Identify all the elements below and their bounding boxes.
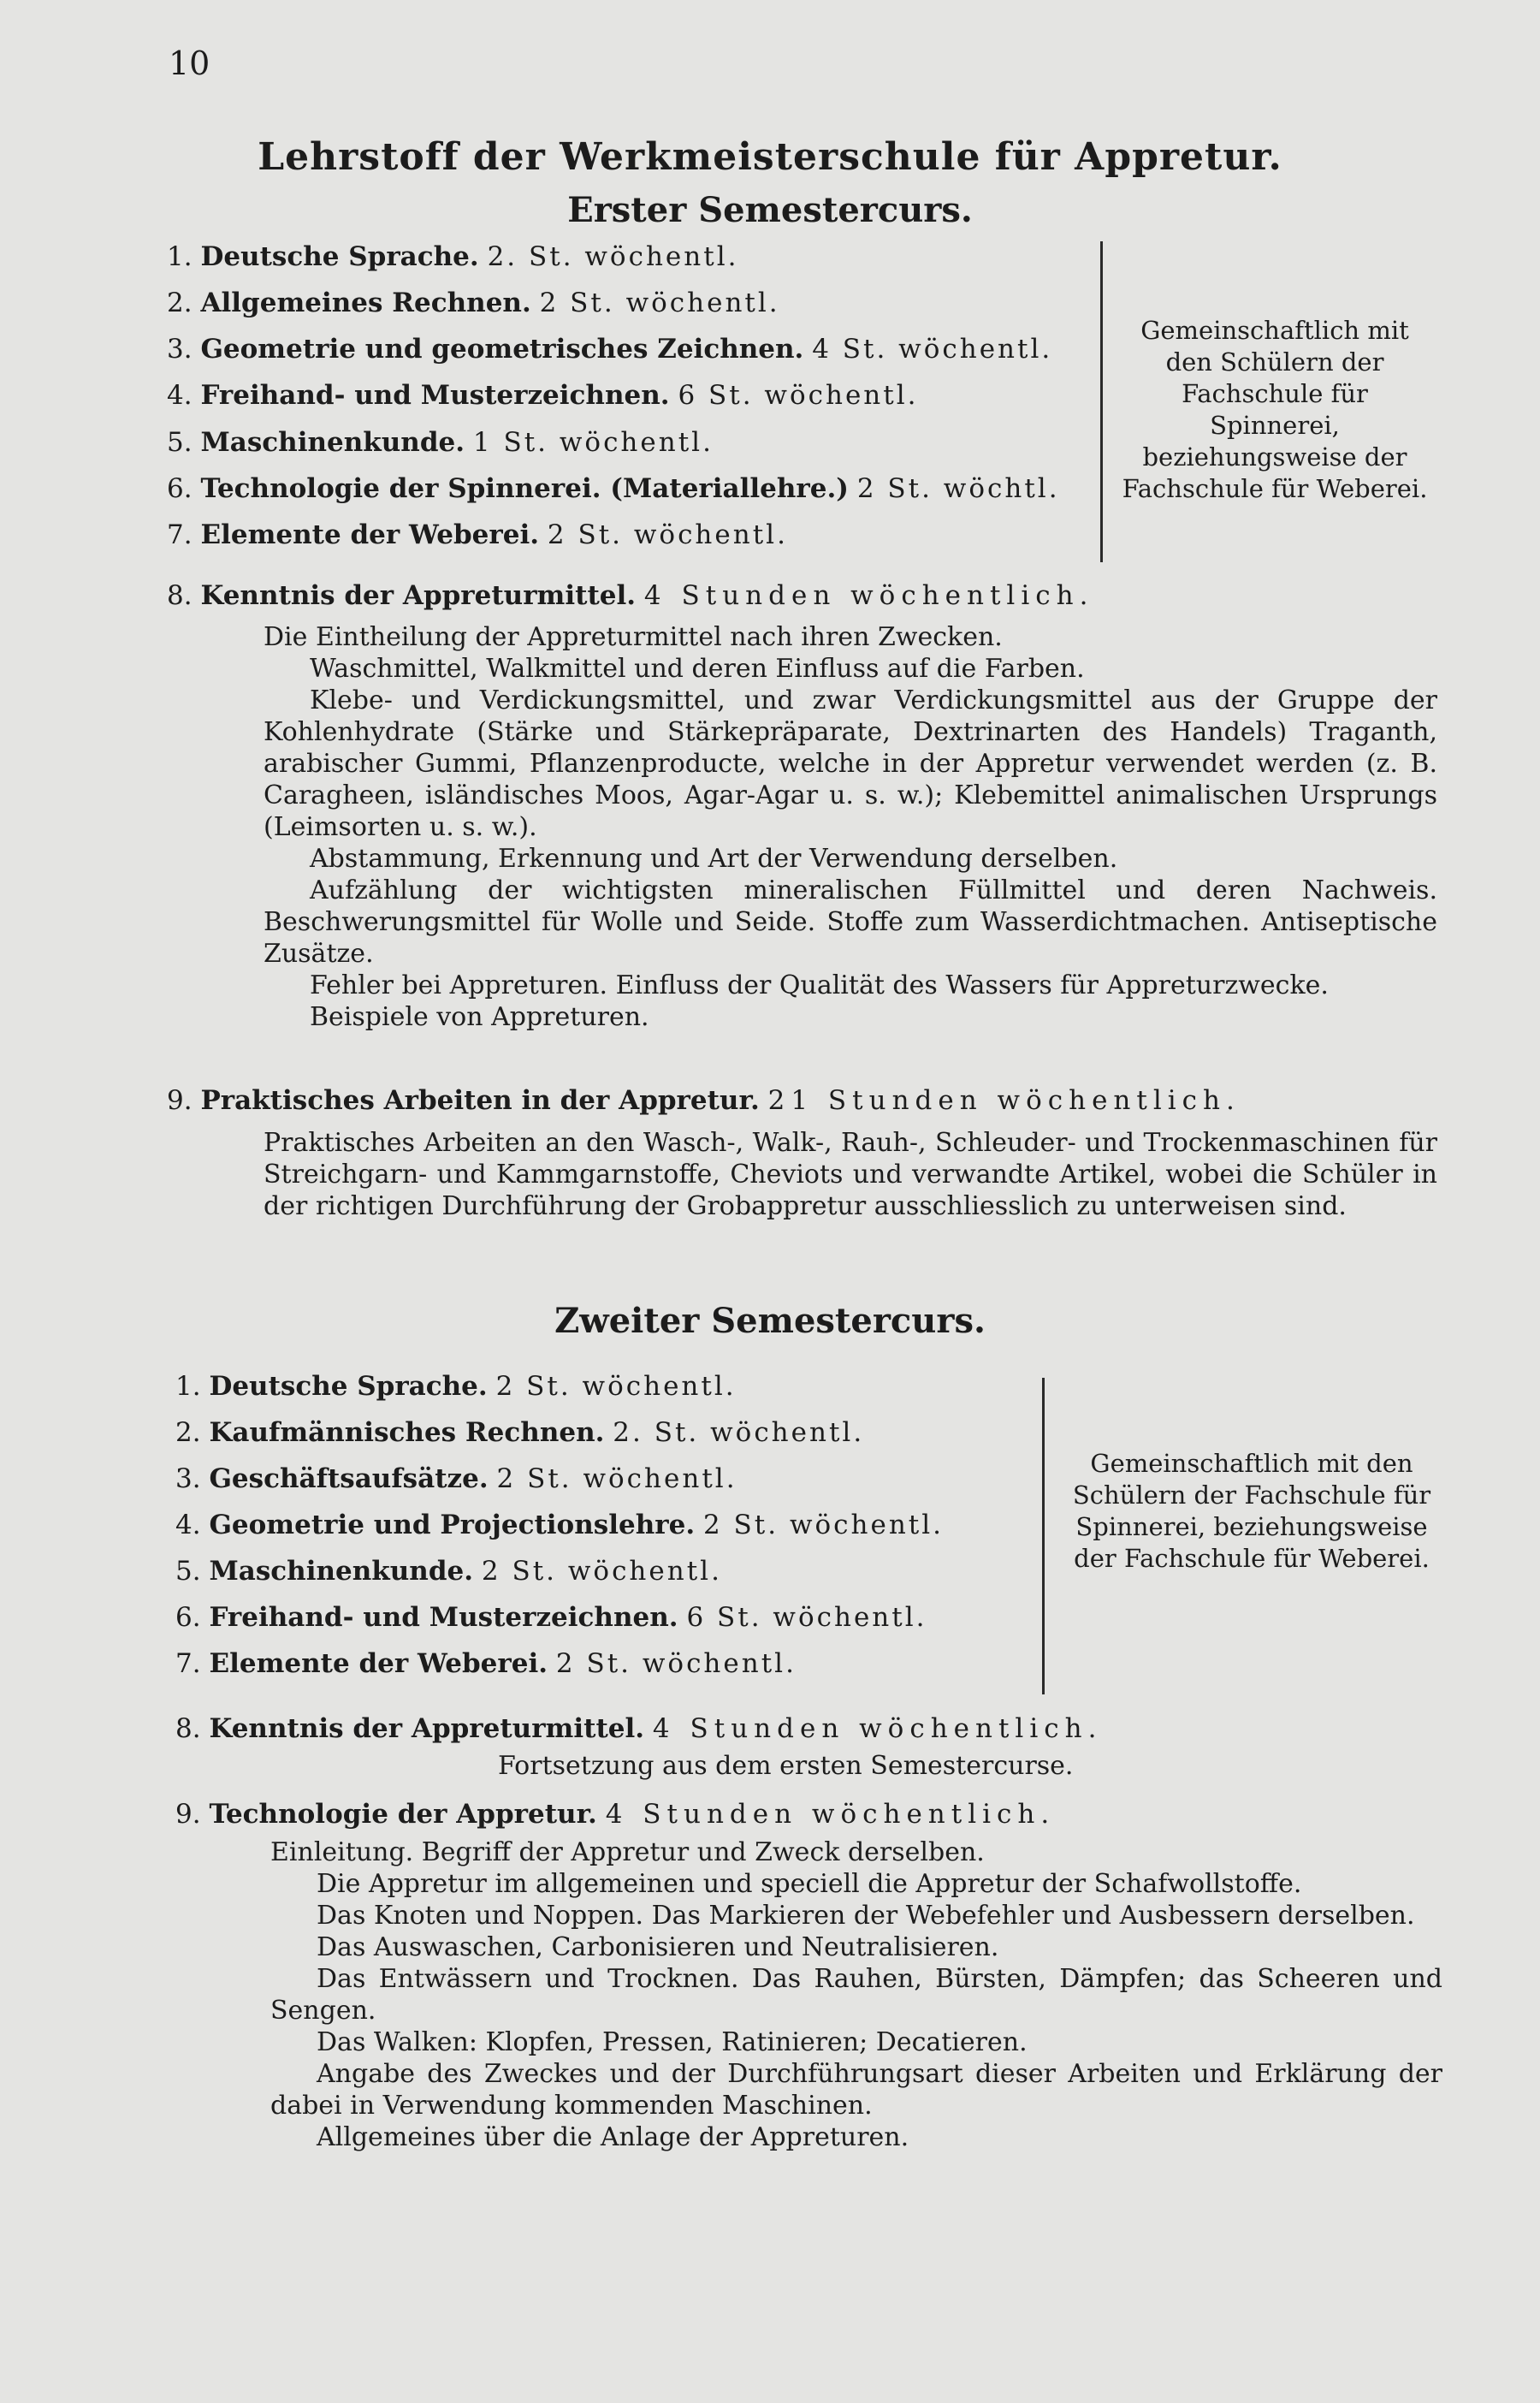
item-hours: 1 St. wöchentl. <box>472 427 714 458</box>
item-subject: Kenntnis der Appreturmittel. <box>209 1713 645 1744</box>
s1-item-3 <box>167 334 1052 365</box>
item-subject: Allgemeines Rechnen. <box>200 288 531 318</box>
item-hours: 2. St. wöchentl. <box>487 241 739 272</box>
item-number: 4. <box>167 380 192 411</box>
s2-item-2 <box>175 1417 864 1448</box>
item-subject: Technologie der Appretur. <box>209 1799 597 1830</box>
paragraph: Die Eintheilung der Appreturmittel nach ihren Zwecken. <box>264 622 1003 652</box>
paragraph: Abstammung, Erkennung und Art der Verwendung derselben. <box>310 844 1118 874</box>
item-hours: 4 Stunden wöchentlich. <box>643 580 1094 611</box>
s1-side-note: Gemeinschaftlich mit den Schülern der Fachschule für Spinnerei, beziehungsweise der Fachschule für Weberei. <box>1122 316 1428 503</box>
item-subject: Maschinenkunde. <box>209 1556 474 1587</box>
s2-item-9 <box>175 1799 1055 1830</box>
s2-grouping-brace <box>1034 1378 1045 1694</box>
s1-item-4 <box>167 380 918 411</box>
s1-item8-description <box>264 621 1437 1033</box>
paragraph: Beispiele von Appreturen. <box>310 1002 649 1032</box>
paragraph: Das Knoten und Noppen. Das Markieren der Webefehler und Ausbessern derselben. <box>317 1901 1415 1931</box>
item-subject: Freihand- und Musterzeichnen. <box>209 1602 678 1633</box>
item-subject: Geschäftsaufsätze. <box>209 1463 489 1494</box>
paragraph: Klebe- und Verdickungsmittel, und zwar Verdickungsmittel aus der Gruppe der Kohlenhydrate (Stärke und Stärkepräparate, Dextrinarten des Handels) Traganth, arabischer Gummi, Pflanzenproducte, welche in der Appretur verwendet werden (z. B. Caragheen, isländisches Moos, Agar-Agar u. s. w.); Klebemittel animalischen Ursprungs (Leimsorten u. s. w.). <box>264 685 1437 842</box>
s2-item8-description: Fortsetzung aus dem ersten Semestercurse. <box>498 1751 1074 1781</box>
s2-item-1 <box>175 1371 737 1402</box>
s1-item-1 <box>167 241 738 272</box>
item-number: 3. <box>175 1463 201 1494</box>
semester1-heading: Erster Semestercurs. <box>567 190 973 230</box>
s1-item9-description <box>264 1127 1437 1222</box>
s1-item-8 <box>167 580 1093 611</box>
item-hours: 2 St. wöchentl. <box>495 1371 737 1402</box>
s2-item-5 <box>175 1556 722 1587</box>
item-subject: Maschinenkunde. <box>200 427 465 458</box>
semester2-heading: Zweiter Semestercurs. <box>554 1301 986 1341</box>
paragraph: Fehler bei Appreturen. Einfluss der Qualität des Wassers für Appreturzwecke. <box>310 970 1329 1000</box>
paragraph: Allgemeines über die Anlage der Appreturen. <box>317 2122 909 2152</box>
item-hours: 2 St. wöchentl. <box>555 1648 797 1679</box>
item-number: 9. <box>167 1085 192 1116</box>
paragraph: Praktisches Arbeiten an den Wasch-, Walk-, Rauh-, Schleuder- und Trockenmaschinen für Streichgarn- und Kammgarnstoffe, Cheviots und verwandte Artikel, wobei die Schüler in der richtigen Durchführung der Grobappretur ausschliesslich zu unterweisen sind. <box>264 1128 1437 1221</box>
item-subject: Deutsche Sprache. <box>209 1371 488 1402</box>
item-hours: 6 St. wöchentl. <box>678 380 919 411</box>
item-number: 6. <box>167 473 192 504</box>
item-number: 4. <box>175 1510 201 1540</box>
item-number: 1. <box>167 241 192 272</box>
item-subject: Elemente der Weberei. <box>200 519 540 550</box>
item-number: 2. <box>167 288 192 318</box>
item-subject: Geometrie und geometrisches Zeichnen. <box>200 334 804 365</box>
s1-item-9 <box>167 1085 1241 1116</box>
s2-item-7 <box>175 1648 797 1679</box>
item-hours: 2 St. wöchentl. <box>496 1463 737 1494</box>
item-subject: Kaufmännisches Rechnen. <box>209 1417 605 1448</box>
item-hours: 2 St. wöchtl. <box>856 473 1060 504</box>
paragraph: Angabe des Zweckes und der Durchführungsart dieser Arbeiten und Erklärung der dabei in Verwendung kommenden Maschinen. <box>270 2059 1442 2121</box>
item-hours: 2 St. wöchentl. <box>481 1556 722 1587</box>
paragraph: Waschmittel, Walkmittel und deren Einfluss auf die Farben. <box>310 654 1085 684</box>
item-subject: Elemente der Weberei. <box>209 1648 548 1679</box>
s1-item-7 <box>167 519 788 550</box>
s2-item-4 <box>175 1510 944 1540</box>
item-hours: 2. St. wöchentl. <box>613 1417 865 1448</box>
s2-side-note: Gemeinschaftlich mit den Schülern der Fachschule für Spinnerei, beziehungsweise der Fachschule für Weberei. <box>1072 1449 1431 1573</box>
paragraph: Das Walken: Klopfen, Pressen, Ratinieren; Decatieren. <box>317 2027 1028 2057</box>
item-number: 6. <box>175 1602 201 1633</box>
s2-item-3 <box>175 1463 737 1494</box>
item-number: 7. <box>167 519 192 550</box>
item-subject: Kenntnis der Appreturmittel. <box>200 580 637 611</box>
item-hours: 21 Stunden wöchentlich. <box>767 1085 1241 1116</box>
s2-item-6 <box>175 1602 927 1633</box>
item-number: 5. <box>167 427 192 458</box>
paragraph: Das Entwässern und Trocknen. Das Rauhen, Bürsten, Dämpfen; das Scheeren und Sengen. <box>270 1964 1442 2026</box>
item-hours: 6 St. wöchentl. <box>686 1602 927 1633</box>
item-hours: 2 St. wöchentl. <box>547 519 788 550</box>
item-subject: Deutsche Sprache. <box>200 241 479 272</box>
page-number: 10 <box>169 44 210 82</box>
item-number: 3. <box>167 334 192 365</box>
item-hours: 2 St. wöchentl. <box>702 1510 945 1540</box>
page-title: Lehrstoff der Werkmeisterschule für Appretur. <box>258 135 1282 179</box>
paragraph: Die Appretur im allgemeinen und speciell die Appretur der Schafwollstoffe. <box>317 1869 1302 1899</box>
s1-item-5 <box>167 427 714 458</box>
s2-item9-description <box>270 1836 1442 2153</box>
s1-grouping-brace <box>1092 241 1103 562</box>
paragraph: Das Auswaschen, Carbonisieren und Neutralisieren. <box>317 1932 999 1962</box>
item-subject: Freihand- und Musterzeichnen. <box>200 380 670 411</box>
item-number: 7. <box>175 1648 201 1679</box>
paragraph: Einleitung. Begriff der Appretur und Zweck derselben. <box>270 1837 985 1867</box>
item-hours: 2 St. wöchentl. <box>539 288 780 318</box>
item-number: 8. <box>167 580 192 611</box>
s1-item-6 <box>167 473 1060 504</box>
item-subject: Praktisches Arbeiten in der Appretur. <box>200 1085 760 1116</box>
paragraph: Aufzählung der wichtigsten mineralischen Füllmittel und deren Nachweis. Beschwerungsmittel für Wolle und Seide. Stoffe zum Wasserdichtmachen. Antiseptische Zusätze. <box>264 875 1437 969</box>
item-number: 5. <box>175 1556 201 1587</box>
item-hours: 4 St. wöchentl. <box>812 334 1053 365</box>
item-hours: 4 Stunden wöchentlich. <box>652 1713 1103 1744</box>
item-number: 2. <box>175 1417 201 1448</box>
item-number: 8. <box>175 1713 201 1744</box>
item-number: 1. <box>175 1371 201 1402</box>
item-subject: Technologie der Spinnerei. (Materiallehre.) <box>200 473 849 504</box>
item-hours: 4 Stunden wöchentlich. <box>605 1799 1056 1830</box>
item-number: 9. <box>175 1799 201 1830</box>
item-subject: Geometrie und Projectionslehre. <box>209 1510 696 1540</box>
s2-item-8 <box>175 1713 1102 1744</box>
s1-item-2 <box>167 288 780 318</box>
